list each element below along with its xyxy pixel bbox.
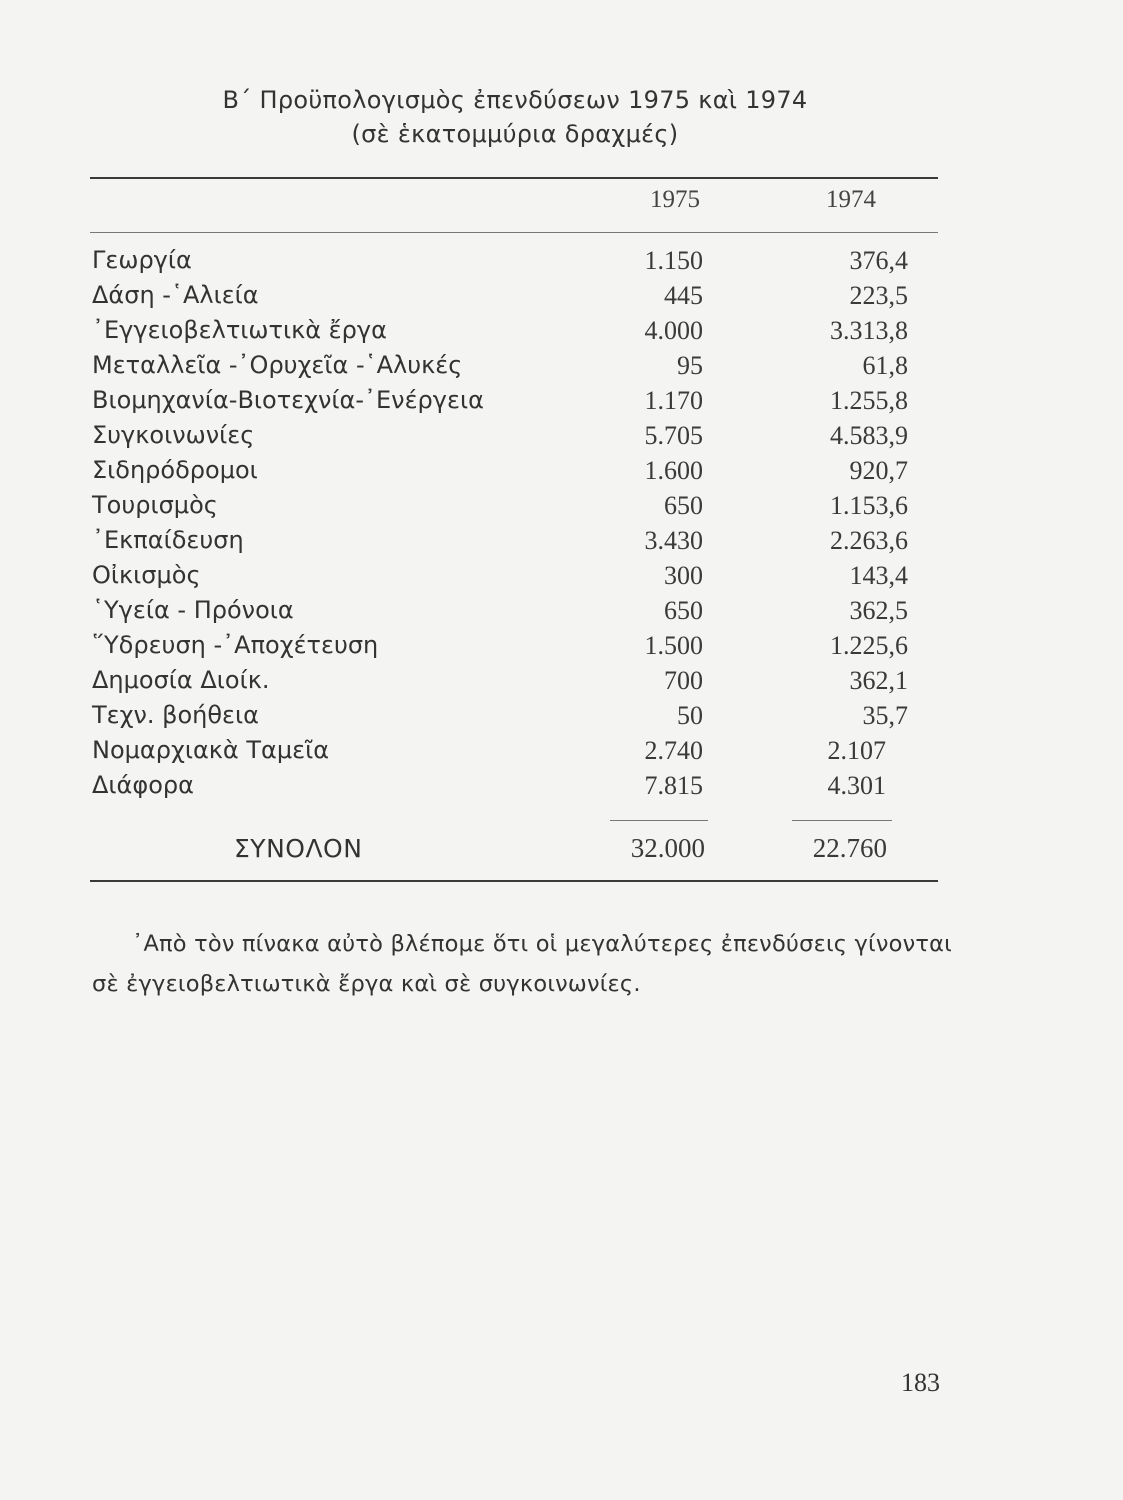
row-value-1975: 1.150 (644, 246, 703, 275)
page-number: 183 (901, 1368, 940, 1397)
row-value-1975: 445 (664, 281, 703, 310)
table-row (0, 246, 1123, 281)
row-value-1974: 143,4 (849, 561, 908, 590)
table-row (0, 351, 1123, 386)
row-value-1974: 2.107 (827, 736, 886, 765)
row-value-1975: 5.705 (644, 421, 703, 450)
column-header-1974: 1974 (826, 186, 876, 213)
row-value-1974: 3.313,8 (830, 316, 908, 345)
row-value-1975: 1.600 (644, 456, 703, 485)
row-label: ῞Υδρευση -᾿Αποχέτευση (92, 631, 379, 659)
bottom-rule (90, 880, 938, 882)
table-row (0, 631, 1123, 666)
row-value-1974: 362,1 (849, 666, 908, 695)
table-row (0, 491, 1123, 526)
row-value-1975: 1.500 (644, 631, 703, 660)
table-row (0, 526, 1123, 561)
row-label: Τουρισμὸς (92, 491, 218, 519)
row-label: Νομαρχιακὰ Ταμεῖα (92, 736, 330, 764)
row-label: ῾Υγεία - Πρόνοια (92, 596, 294, 624)
row-value-1975: 95 (677, 351, 703, 380)
subtotal-rule-1975 (610, 820, 708, 821)
table-row (0, 666, 1123, 701)
row-value-1975: 1.170 (644, 386, 703, 415)
table-body (0, 246, 1123, 806)
row-value-1975: 300 (664, 561, 703, 590)
top-rule (90, 177, 938, 179)
table-row (0, 561, 1123, 596)
header-rule (90, 232, 938, 233)
row-label: Οἰκισμὸς (92, 561, 201, 589)
total-value-1975: 32.000 (630, 833, 705, 863)
row-value-1975: 7.815 (644, 771, 703, 800)
table-subtitle: (σὲ ἑκατομμύρια δραχμές) (351, 120, 679, 148)
row-label: Δάση -῾Αλιεία (92, 281, 259, 309)
table-row (0, 386, 1123, 421)
row-label: Συγκοινωνίες (92, 421, 255, 449)
row-label: ᾿Εκπαίδευση (92, 526, 244, 554)
row-value-1975: 700 (664, 666, 703, 695)
row-value-1975: 650 (664, 596, 703, 625)
column-header-1975: 1975 (650, 186, 700, 213)
row-value-1974: 4.583,9 (830, 421, 908, 450)
row-label: ᾿Εγγειοβελτιωτικὰ ἔργα (92, 316, 387, 344)
row-value-1974: 1.255,8 (830, 386, 908, 415)
row-value-1974: 223,5 (849, 281, 908, 310)
table-row (0, 316, 1123, 351)
row-value-1975: 3.430 (644, 526, 703, 555)
row-value-1974: 376,4 (849, 246, 908, 275)
table-title: Β΄ Προϋπολογισμὸς ἐπενδύσεων 1975 καὶ 1974 (222, 86, 808, 114)
row-label: Βιομηχανία-Βιοτεχνία-᾿Ενέργεια (92, 386, 484, 414)
total-label: ΣΥΝΟΛΟΝ (234, 834, 363, 863)
row-value-1974: 35,7 (862, 701, 908, 730)
row-value-1974: 61,8 (862, 351, 908, 380)
table-row (0, 701, 1123, 736)
table-row (0, 596, 1123, 631)
row-value-1975: 50 (677, 701, 703, 730)
row-value-1974: 1.225,6 (830, 631, 908, 660)
row-value-1974: 4.301 (827, 771, 886, 800)
row-label: Τεχν. βοήθεια (92, 701, 259, 729)
commentary-paragraph: ᾿Απὸ τὸν πίνακα αὐτὸ βλέπομε ὅτι οἱ μεγαλύτερες ἐπενδύσεις γίνονται σὲ ἐγγειοβελτιωτικὰ ἔργα καὶ σὲ συγκοινωνίες. (92, 930, 952, 997)
table-row (0, 421, 1123, 456)
row-label: Σιδηρόδρομοι (92, 456, 258, 484)
table-row (0, 736, 1123, 771)
row-value-1974: 920,7 (849, 456, 908, 485)
table-row (0, 281, 1123, 316)
row-value-1975: 4.000 (644, 316, 703, 345)
row-label: Διάφορα (92, 771, 194, 799)
table-row (0, 771, 1123, 806)
row-value-1974: 1.153,6 (830, 491, 908, 520)
row-label: Μεταλλεῖα -᾿Ορυχεῖα -῾Αλυκές (92, 351, 463, 379)
row-label: Δημοσία Διοίκ. (92, 666, 270, 694)
table-row (0, 456, 1123, 491)
total-value-1974: 22.760 (812, 833, 887, 863)
subtotal-rule-1974 (792, 820, 892, 821)
row-value-1974: 2.263,6 (830, 526, 908, 555)
row-value-1974: 362,5 (849, 596, 908, 625)
row-value-1975: 2.740 (644, 736, 703, 765)
row-value-1975: 650 (664, 491, 703, 520)
row-label: Γεωργία (92, 246, 192, 274)
